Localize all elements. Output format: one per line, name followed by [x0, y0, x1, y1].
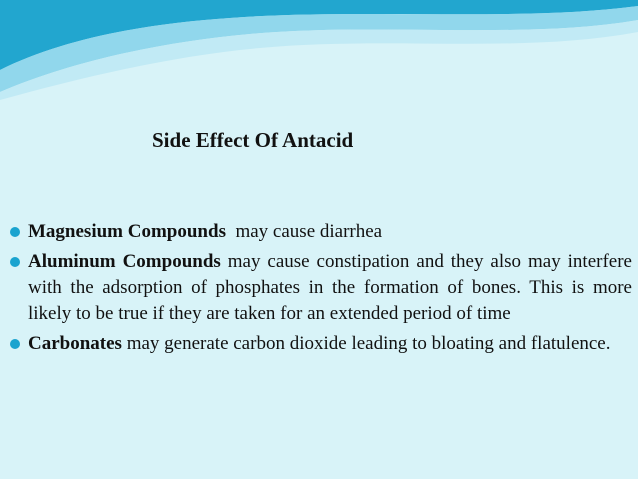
list-item: [8, 249, 632, 327]
bullet-term: Magnesium Compounds: [28, 221, 226, 242]
list-item: [8, 331, 632, 357]
bullet-list: [8, 219, 632, 361]
list-item: [8, 219, 632, 245]
bullet-text: [28, 219, 632, 245]
bullet-text: [28, 331, 632, 357]
bullet-term: Aluminum Compounds: [28, 251, 221, 272]
header-wave-decoration: [0, 0, 638, 100]
bullet-icon: [8, 249, 28, 275]
bullet-text: [28, 249, 632, 327]
slide-title: Side Effect Of Antacid: [152, 128, 354, 152]
bullet-description: may generate carbon dioxide leading to bloating and flatulence.: [121, 333, 611, 354]
bullet-description: may cause constipation and they also may interfere with the adsorption of phosphates in the formation of bones. This is more likely to be true if they are taken for an extended period of time: [28, 251, 632, 324]
bullet-icon: [8, 331, 28, 357]
bullet-description: may cause diarrhea: [225, 221, 383, 242]
bullet-term: Carbonates: [28, 333, 122, 354]
bullet-icon: [8, 219, 28, 245]
